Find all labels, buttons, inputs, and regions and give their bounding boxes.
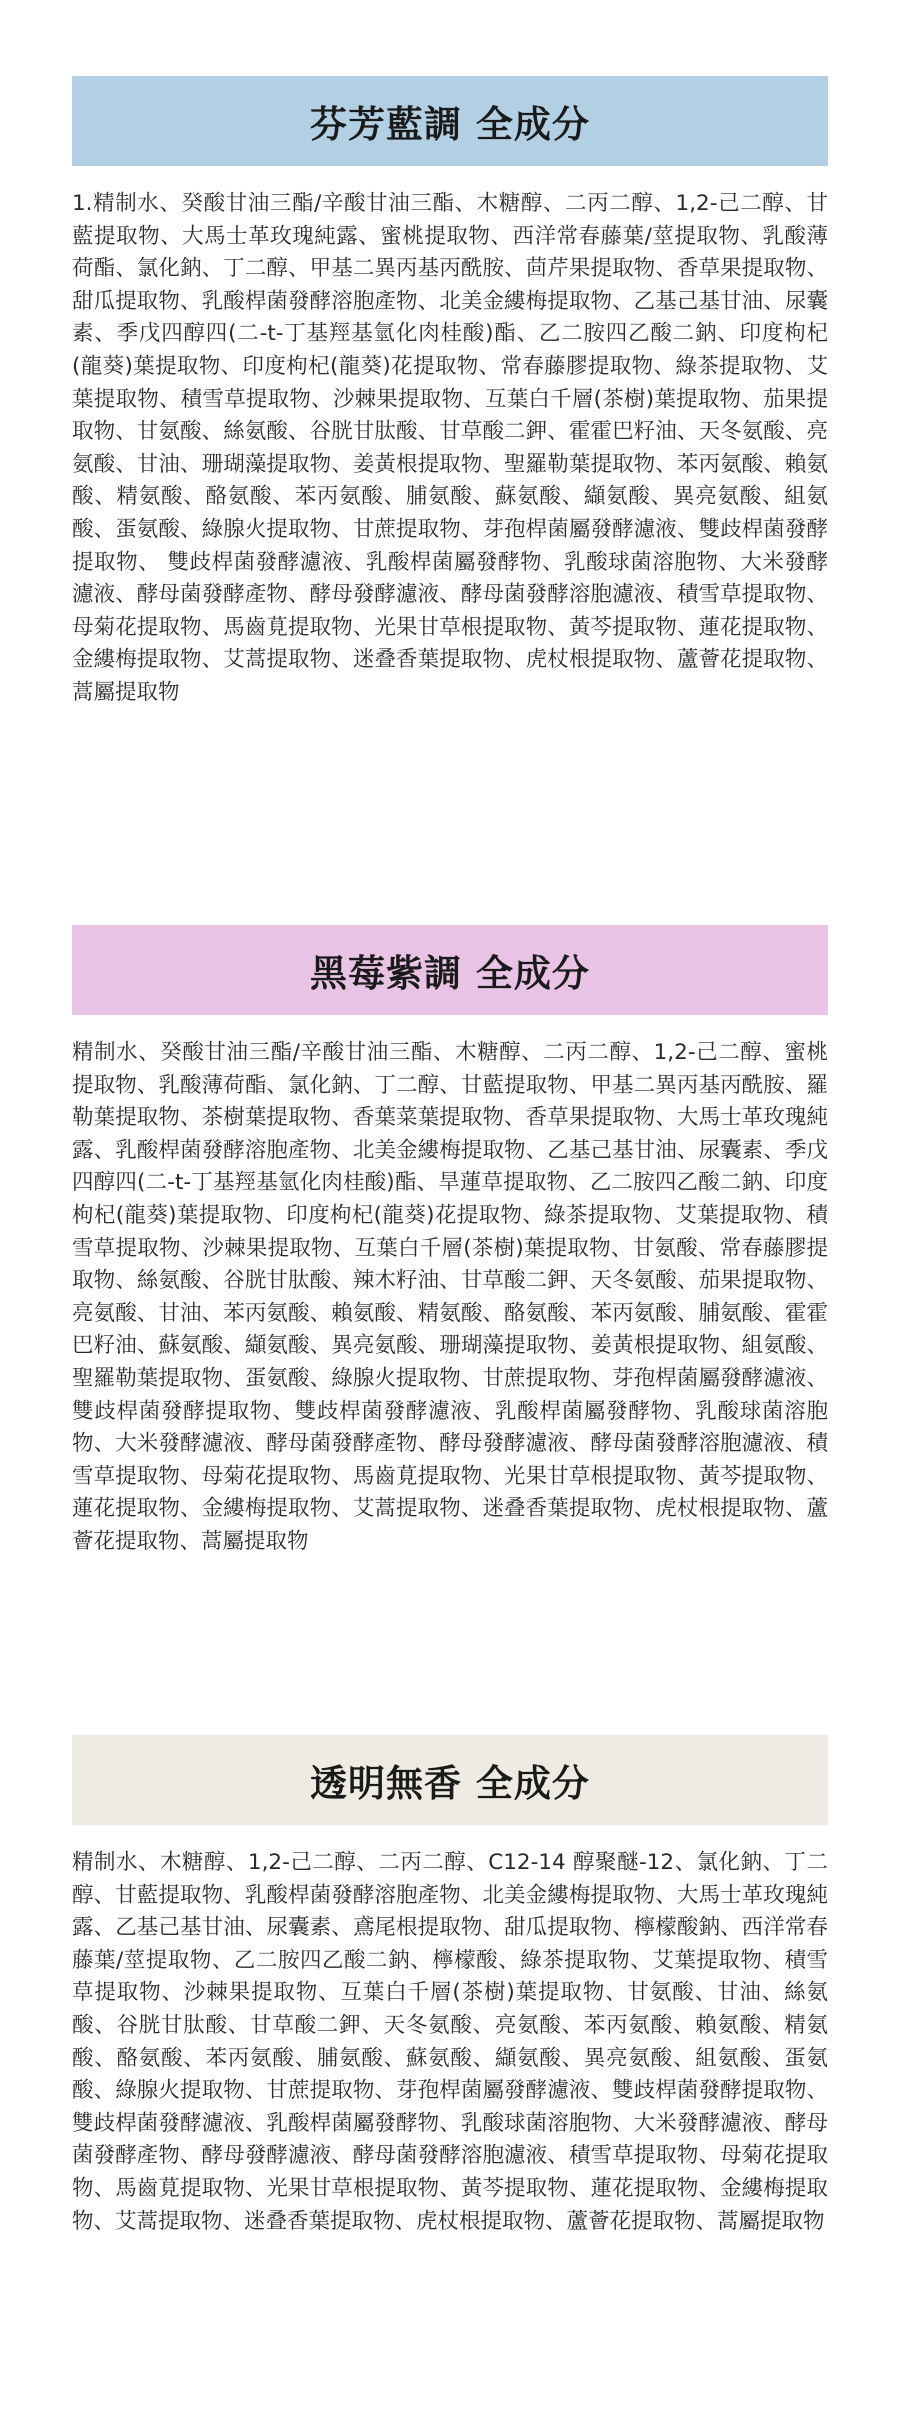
ingredients-section-blue	[72, 76, 828, 710]
ingredients-section-clear	[72, 1735, 828, 2238]
ingredients-list: 精制水、木糖醇、1,2-己二醇、二丙二醇、C12-14 醇聚醚-12、氯化鈉、丁二醇、甘藍提取物、乳酸桿菌發酵溶胞產物、北美金縷梅提取物、大馬士革玫瑰純露、乙基己基甘油、尿囊素、鳶尾根提取物、甜瓜提取物、檸檬酸鈉、西洋常春藤葉/莖提取物、乙二胺四乙酸二鈉、檸檬酸、綠茶提取物、艾葉提取物、積雪草提取物、沙棘果提取物、互葉白千層(茶樹)葉提取物、甘氨酸、甘油、絲氨酸、谷胱甘肽酸、甘草酸二鉀、天冬氨酸、亮氨酸、苯丙氨酸、賴氨酸、精氨酸、酪氨酸、苯丙氨酸、脯氨酸、蘇氨酸、纈氨酸、異亮氨酸、組氨酸、蛋氨酸、綠腺火提取物、甘蔗提取物、芽孢桿菌屬發酵濾液、雙歧桿菌發酵提取物、 雙歧桿菌發酵濾液、乳酸桿菌屬發酵物、乳酸球菌溶胞物、大米發酵濾液、酵母菌發酵產物、酵母發酵濾液、酵母菌發酵溶胞濾液、積雪草提取物、母菊花提取物、馬齒莧提取物、光果甘草根提取物、黃芩提取物、蓮花提取物、金縷梅提取物、艾蒿提取物、迷叠香葉提取物、虎杖根提取物、蘆薈花提取物、蒿屬提取物	[72, 1850, 828, 2234]
section-title-banner: 透明無香 全成分	[72, 1735, 828, 1825]
ingredients-list: 1.精制水、癸酸甘油三酯/辛酸甘油三酯、木糖醇、二丙二醇、1,2-己二醇、甘藍提取物、大馬士革玫瑰純露、蜜桃提取物、西洋常春藤葉/莖提取物、乳酸薄荷酯、氯化鈉、丁二醇、甲基二異丙基丙酰胺、茴芹果提取物、香草果提取物、甜瓜提取物、乳酸桿菌發酵溶胞產物、北美金縷梅提取物、乙基己基甘油、尿囊素、季戊四醇四(二-t-丁基羥基氫化肉桂酸)酯、乙二胺四乙酸二鈉、印度枸杞(龍葵)葉提取物、印度枸杞(龍葵)花提取物、常春藤膠提取物、綠茶提取物、艾葉提取物、積雪草提取物、沙棘果提取物、互葉白千層(茶樹)葉提取物、茄果提取物、甘氨酸、絲氨酸、谷胱甘肽酸、甘草酸二鉀、霍霍巴籽油、天冬氨酸、亮氨酸、甘油、珊瑚藻提取物、姜黃根提取物、聖羅勒葉提取物、苯丙氨酸、賴氨酸、精氨酸、酪氨酸、苯丙氨酸、脯氨酸、蘇氨酸、纈氨酸、異亮氨酸、組氨酸、蛋氨酸、綠腺火提取物、甘蔗提取物、芽孢桿菌屬發酵濾液、雙歧桿菌發酵提取物、 雙歧桿菌發酵濾液、乳酸桿菌屬發酵物、乳酸球菌溶胞物、大米發酵濾液、酵母菌發酵產物、酵母發酵濾液、酵母菌發酵溶胞濾液、積雪草提取物、母菊花提取物、馬齒莧提取物、光果甘草根提取物、黃芩提取物、蓮花提取物、金縷梅提取物、艾蒿提取物、迷叠香葉提取物、虎杖根提取物、蘆薈花提取物、蒿屬提取物	[72, 191, 828, 705]
ingredients-list: 精制水、癸酸甘油三酯/辛酸甘油三酯、木糖醇、二丙二醇、1,2-己二醇、蜜桃提取物、乳酸薄荷酯、氯化鈉、丁二醇、甘藍提取物、甲基二異丙基丙酰胺、羅勒葉提取物、茶樹葉提取物、香葉菜葉提取物、香草果提取物、大馬士革玫瑰純露、乳酸桿菌發酵溶胞產物、北美金縷梅提取物、乙基己基甘油、尿囊素、季戊四醇四(二-t-丁基羥基氫化肉桂酸)酯、旱蓮草提取物、乙二胺四乙酸二鈉、印度枸杞(龍葵)葉提取物、印度枸杞(龍葵)花提取物、綠茶提取物、艾葉提取物、積雪草提取物、沙棘果提取物、互葉白千層(茶樹)葉提取物、甘氨酸、常春藤膠提取物、絲氨酸、谷胱甘肽酸、辣木籽油、甘草酸二鉀、天冬氨酸、茄果提取物、亮氨酸、甘油、苯丙氨酸、賴氨酸、精氨酸、酪氨酸、苯丙氨酸、脯氨酸、霍霍巴籽油、蘇氨酸、纈氨酸、異亮氨酸、珊瑚藻提取物、姜黃根提取物、組氨酸、聖羅勒葉提取物、蛋氨酸、綠腺火提取物、甘蔗提取物、芽孢桿菌屬發酵濾液、雙歧桿菌發酵提取物、雙歧桿菌發酵濾液、乳酸桿菌屬發酵物、乳酸球菌溶胞物、大米發酵濾液、酵母菌發酵產物、酵母發酵濾液、酵母菌發酵溶胞濾液、積雪草提取物、母菊花提取物、馬齒莧提取物、光果甘草根提取物、黃芩提取物、蓮花提取物、金縷梅提取物、艾蒿提取物、迷叠香葉提取物、虎杖根提取物、蘆薈花提取物、蒿屬提取物	[72, 1040, 828, 1554]
ingredients-section-purple	[72, 925, 828, 1559]
section-title-banner: 芬芳藍調 全成分	[72, 76, 828, 166]
section-title-banner: 黑莓紫調 全成分	[72, 925, 828, 1015]
